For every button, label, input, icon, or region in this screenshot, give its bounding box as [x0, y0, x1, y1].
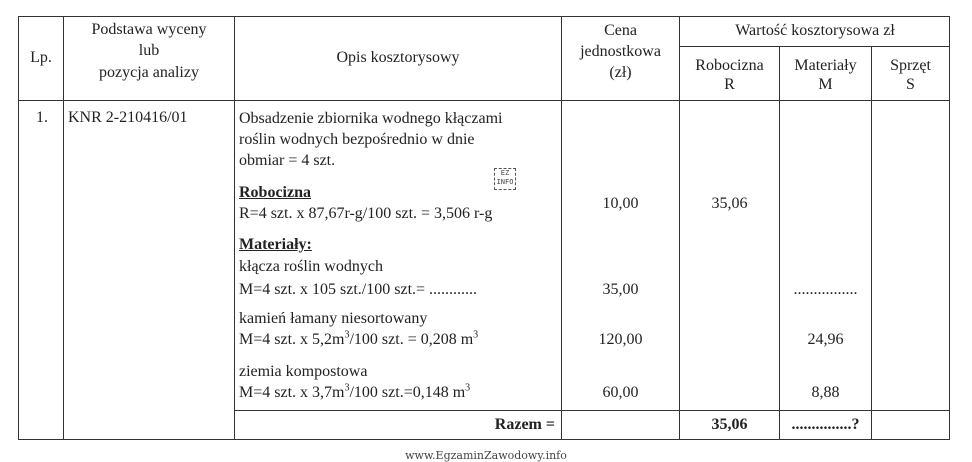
header-materialy-symbol: M — [818, 76, 833, 93]
subheader-divider — [679, 46, 950, 47]
table-border-left — [18, 16, 19, 440]
header-lp: Lp. — [30, 49, 52, 66]
header-opis: Opis kosztorysowy — [336, 49, 460, 66]
footer-url: www.EgzaminZawodowy.info — [405, 449, 567, 462]
header-wartosc: Wartość kosztorysowa zł — [735, 22, 895, 39]
table-border-bottom — [18, 439, 950, 440]
superscript-3: 3 — [473, 329, 479, 341]
header-cena-line2: jednostkowa — [580, 43, 661, 60]
header-podstawa-line2: lub — [138, 42, 160, 59]
header-robocizna-symbol: R — [724, 76, 735, 93]
material-3-value: 8,88 — [811, 384, 840, 401]
ez-info-logo — [494, 168, 516, 190]
materialy-heading: Materiały: — [239, 236, 312, 253]
material-3-cena: 60,00 — [602, 384, 639, 401]
opis-line-3: obmiar = 4 szt. — [239, 152, 336, 169]
header-podstawa-line3: pozycja analizy — [99, 64, 199, 81]
header-sprzet-symbol: S — [906, 76, 915, 93]
material-1-name: kłącza roślin wodnych — [239, 258, 383, 275]
robocizna-heading: Robocizna — [239, 184, 311, 201]
row-lp: 1. — [36, 109, 48, 126]
header-materialy: Materiały — [794, 57, 857, 74]
logo-line-2: INFO — [496, 178, 514, 186]
material-1-value: ................ — [793, 281, 858, 298]
opis-line-1: Obsadzenie zbiornika wodnego kłączami — [239, 110, 503, 127]
material-3-calc-part-b: /100 szt.=0,148 m — [349, 384, 466, 401]
material-2-calc-part-b: /100 szt. = 0,208 m — [349, 331, 474, 348]
col-divider-2 — [234, 16, 235, 440]
material-3-calc — [239, 384, 470, 402]
material-2-calc — [239, 331, 478, 349]
superscript-3: 3 — [344, 329, 350, 341]
total-robocizna: 35,06 — [711, 416, 748, 433]
material-1-calc: M=4 szt. x 105 szt./100 szt.= ............ — [239, 281, 478, 298]
row-knr: KNR 2-210416/01 — [68, 109, 188, 126]
material-2-name: kamień łamany niesortowany — [239, 310, 428, 327]
header-podstawa-line1: Podstawa wyceny — [91, 21, 207, 38]
superscript-3: 3 — [465, 382, 471, 394]
col-divider-5 — [779, 46, 780, 440]
header-cena-line1: Cena — [604, 22, 637, 39]
total-materialy: ...............? — [791, 416, 860, 433]
superscript-3: 3 — [344, 382, 350, 394]
robocizna-calc: R=4 szt. x 87,67r-g/100 szt. = 3,506 r-g — [239, 205, 493, 222]
material-2-calc-part-a: M=4 szt. x 5,2m — [239, 331, 345, 348]
header-cena-line3: (zł) — [609, 64, 632, 81]
robocizna-cena: 10,00 — [602, 195, 639, 212]
material-1-cena: 35,00 — [602, 281, 639, 298]
robocizna-value: 35,06 — [711, 195, 748, 212]
cost-estimate-table — [18, 16, 950, 440]
col-divider-6 — [871, 46, 872, 440]
total-label: Razem = — [494, 416, 555, 433]
material-2-cena: 120,00 — [598, 331, 643, 348]
table-border-right — [949, 16, 950, 440]
header-robocizna: Robocizna — [695, 57, 764, 74]
material-3-calc-part-a: M=4 szt. x 3,7m — [239, 384, 345, 401]
opis-line-2: roślin wodnych bezpośrednio w dnie — [239, 131, 475, 148]
material-3-name: ziemia kompostowa — [239, 363, 368, 380]
header-divider — [18, 100, 950, 101]
material-2-value: 24,96 — [807, 331, 844, 348]
total-row-divider — [234, 410, 950, 411]
table-border-top — [18, 16, 950, 17]
logo-line-1: EZ — [500, 169, 510, 177]
header-sprzet: Sprzęt — [890, 57, 931, 74]
